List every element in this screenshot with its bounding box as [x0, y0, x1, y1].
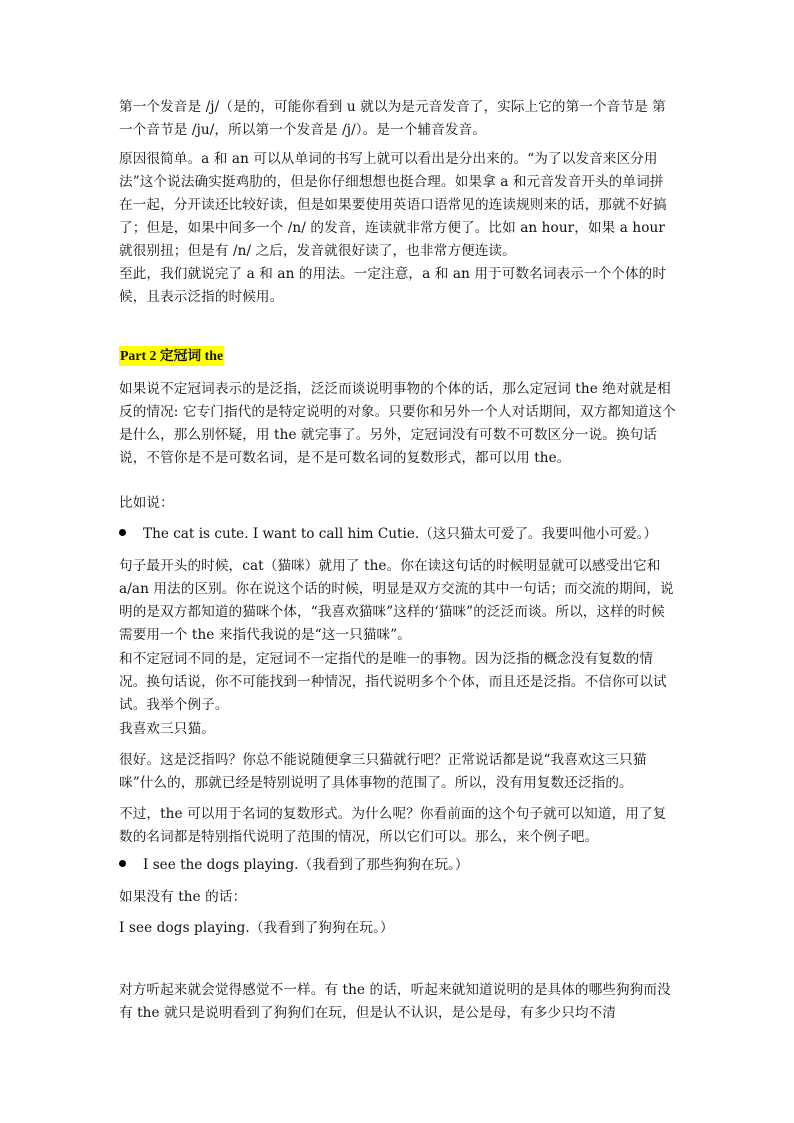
paragraph-4: 如果说不定冠词表示的是泛指，泛泛而谈说明事物的个体的话，那么定冠词 the 绝对就是相反的情况: 它专门指代的是特定说明的对象。只要你和另外一个人对话期间，双方都知道这个是什么，那么别怀疑，用 the 就完事了。另外，定冠词没有可数不可数区分一说。换句话说，不管你是不是可数名词，是不是可数名词的复数形式，都可以用 the。: [119, 381, 676, 466]
bullet-item-2: [119, 854, 679, 877]
paragraph-11: 如果没有 the 的话：: [119, 889, 247, 905]
paragraph-3: 至此，我们就说完了 a 和 an 的用法。一定注意，a 和 an 用于可数名词表示一个个体的时候，且表示泛指的时候用。: [119, 266, 667, 305]
paragraph-2: 原因很简单。a 和 an 可以从单词的书写上就可以看出是分出来的。“为了以发音来区分用法”这个说法确实挺鸡肋的，但是你仔细想想也挺合理。如果拿 a 和元音发音开头的单词拼在一起，分开读还比较好读，但是如果要使用英语口语常见的连读规则来的话，那就不好搞了；但是，如果中间多一个 /n/ 的发音，连读就非常方便了。比如 an hour，如果 a hour 就很别扭；但是有 /n/ 之后，发音就很好读了，也非常方便连读。: [119, 151, 667, 259]
paragraph-8: 我喜欢三只猫。: [119, 721, 215, 737]
paragraph-5: 比如说：: [119, 495, 174, 511]
paragraph-13: 对方听起来就会觉得感觉不一样。有 the 的话，听起来就知道说明的是具体的哪些狗狗而没有 the 就只是说明看到了狗狗们在玩，但是认不认识，是公是母，有多少只均不清: [119, 982, 671, 1021]
paragraph-12: I see dogs playing.（我看到了狗狗在玩。）: [119, 920, 394, 936]
section-heading: Part 2 定冠词 the: [119, 346, 224, 366]
bullet-text-2: I see the dogs playing.（我看到了那些狗狗在玩。）: [143, 857, 469, 873]
paragraph-1: 第一个发音是 /j/（是的，可能你看到 u 就以为是元音发音了，实际上它的第一个音节是 第一个音节是 /ju/，所以第一个发音是 /j/）。是一个辅音发音。: [119, 99, 666, 138]
paragraph-10: 不过，the 可以用于名词的复数形式。为什么呢？你看前面的这个句子就可以知道，用了复数的名词都是特别指代说明了范围的情况，所以它们可以。那么，来个例子吧。: [119, 806, 667, 845]
bullet-icon: [119, 529, 126, 536]
paragraph-7: 和不定冠词不同的是，定冠词不一定指代的是唯一的事物。因为泛指的概念没有复数的情况。换句话说，你不可能找到一种情况，指代说明多个个体，而且还是泛指。不信你可以试试。我举个例子。: [119, 651, 667, 713]
paragraph-6: 句子最开头的时候，cat（猫咪）就用了 the。你在读这句话的时候明显就可以感受出它和 a/an 用法的区别。你在说这个话的时候，明显是双方交流的其中一句话；而交流的期间，说明的是双方都知道的猫咪个体，“我喜欢猫咪”这样的‘猫咪”的泛泛而谈。所以，这样的时候需要用一个 the 来指代我说的是“这一只猫咪”。: [119, 558, 674, 643]
bullet-item-1: [119, 523, 679, 546]
bullet-text-1: The cat is cute. I want to call him Cutie.（这只猫太可爱了。我要叫他小可爱。）: [143, 526, 658, 542]
bullet-icon: [119, 860, 126, 867]
paragraph-9: 很好。这是泛指吗？你总不能说随便拿三只猫就行吧？正常说话都是说“我喜欢这三只猫咪”什么的，那就已经是特别说明了具体事物的范围了。所以，没有用复数还泛指的。: [119, 752, 647, 791]
